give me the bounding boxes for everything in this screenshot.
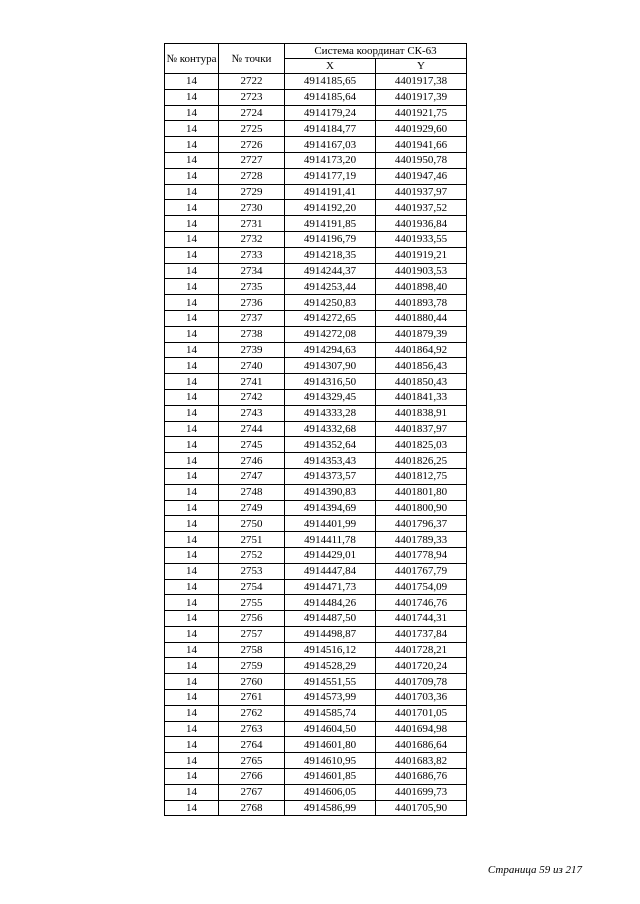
cell-y: 4401699,73 bbox=[376, 784, 467, 800]
cell-point: 2761 bbox=[219, 690, 285, 706]
cell-x: 4914177,19 bbox=[285, 168, 376, 184]
header-y: Y bbox=[376, 59, 467, 74]
cell-contour: 14 bbox=[165, 74, 219, 90]
cell-y: 4401936,84 bbox=[376, 216, 467, 232]
cell-point: 2764 bbox=[219, 737, 285, 753]
cell-x: 4914185,64 bbox=[285, 89, 376, 105]
cell-y: 4401898,40 bbox=[376, 279, 467, 295]
cell-contour: 14 bbox=[165, 547, 219, 563]
cell-y: 4401744,31 bbox=[376, 611, 467, 627]
table-row bbox=[165, 89, 467, 105]
cell-y: 4401754,09 bbox=[376, 579, 467, 595]
table-body bbox=[165, 74, 467, 816]
table-row bbox=[165, 295, 467, 311]
cell-point: 2750 bbox=[219, 516, 285, 532]
cell-y: 4401917,39 bbox=[376, 89, 467, 105]
cell-x: 4914390,83 bbox=[285, 484, 376, 500]
cell-contour: 14 bbox=[165, 784, 219, 800]
cell-y: 4401937,97 bbox=[376, 184, 467, 200]
table-row bbox=[165, 247, 467, 263]
cell-contour: 14 bbox=[165, 105, 219, 121]
cell-contour: 14 bbox=[165, 516, 219, 532]
cell-y: 4401703,36 bbox=[376, 690, 467, 706]
table-row bbox=[165, 231, 467, 247]
cell-point: 2726 bbox=[219, 137, 285, 153]
cell-y: 4401941,66 bbox=[376, 137, 467, 153]
cell-x: 4914401,99 bbox=[285, 516, 376, 532]
cell-contour: 14 bbox=[165, 674, 219, 690]
table-row bbox=[165, 674, 467, 690]
table-row bbox=[165, 784, 467, 800]
cell-contour: 14 bbox=[165, 168, 219, 184]
cell-contour: 14 bbox=[165, 500, 219, 516]
cell-x: 4914192,20 bbox=[285, 200, 376, 216]
cell-contour: 14 bbox=[165, 374, 219, 390]
table-row bbox=[165, 421, 467, 437]
cell-point: 2760 bbox=[219, 674, 285, 690]
cell-contour: 14 bbox=[165, 595, 219, 611]
cell-x: 4914173,20 bbox=[285, 152, 376, 168]
cell-point: 2746 bbox=[219, 453, 285, 469]
cell-contour: 14 bbox=[165, 753, 219, 769]
cell-x: 4914316,50 bbox=[285, 374, 376, 390]
cell-contour: 14 bbox=[165, 137, 219, 153]
cell-point: 2722 bbox=[219, 74, 285, 90]
cell-y: 4401947,46 bbox=[376, 168, 467, 184]
cell-y: 4401705,90 bbox=[376, 800, 467, 816]
table-row bbox=[165, 547, 467, 563]
cell-point: 2768 bbox=[219, 800, 285, 816]
cell-contour: 14 bbox=[165, 705, 219, 721]
cell-x: 4914333,28 bbox=[285, 405, 376, 421]
cell-point: 2737 bbox=[219, 310, 285, 326]
cell-x: 4914272,08 bbox=[285, 326, 376, 342]
table-row bbox=[165, 800, 467, 816]
cell-y: 4401801,80 bbox=[376, 484, 467, 500]
cell-y: 4401917,38 bbox=[376, 74, 467, 90]
cell-x: 4914487,50 bbox=[285, 611, 376, 627]
cell-x: 4914196,79 bbox=[285, 231, 376, 247]
table-row bbox=[165, 516, 467, 532]
cell-contour: 14 bbox=[165, 310, 219, 326]
cell-contour: 14 bbox=[165, 690, 219, 706]
cell-y: 4401921,75 bbox=[376, 105, 467, 121]
cell-y: 4401850,43 bbox=[376, 374, 467, 390]
cell-point: 2765 bbox=[219, 753, 285, 769]
cell-x: 4914394,69 bbox=[285, 500, 376, 516]
table-row bbox=[165, 705, 467, 721]
table-row bbox=[165, 532, 467, 548]
cell-x: 4914329,45 bbox=[285, 389, 376, 405]
header-coordinate-system: Система координат СК-63 bbox=[285, 44, 467, 59]
table-row bbox=[165, 121, 467, 137]
table-row bbox=[165, 484, 467, 500]
cell-y: 4401903,53 bbox=[376, 263, 467, 279]
cell-x: 4914528,29 bbox=[285, 658, 376, 674]
cell-y: 4401789,33 bbox=[376, 532, 467, 548]
cell-x: 4914551,55 bbox=[285, 674, 376, 690]
cell-x: 4914191,85 bbox=[285, 216, 376, 232]
cell-point: 2729 bbox=[219, 184, 285, 200]
cell-contour: 14 bbox=[165, 184, 219, 200]
cell-x: 4914294,63 bbox=[285, 342, 376, 358]
table-row bbox=[165, 468, 467, 484]
cell-y: 4401880,44 bbox=[376, 310, 467, 326]
cell-point: 2735 bbox=[219, 279, 285, 295]
cell-contour: 14 bbox=[165, 532, 219, 548]
table-row bbox=[165, 611, 467, 627]
header-x: X bbox=[285, 59, 376, 74]
cell-y: 4401929,60 bbox=[376, 121, 467, 137]
cell-x: 4914244,37 bbox=[285, 263, 376, 279]
cell-y: 4401937,52 bbox=[376, 200, 467, 216]
table-row bbox=[165, 737, 467, 753]
cell-x: 4914471,73 bbox=[285, 579, 376, 595]
cell-x: 4914429,01 bbox=[285, 547, 376, 563]
cell-contour: 14 bbox=[165, 563, 219, 579]
cell-contour: 14 bbox=[165, 421, 219, 437]
cell-x: 4914332,68 bbox=[285, 421, 376, 437]
cell-point: 2745 bbox=[219, 437, 285, 453]
cell-contour: 14 bbox=[165, 326, 219, 342]
table-row bbox=[165, 595, 467, 611]
coordinates-table bbox=[164, 43, 467, 816]
table-row bbox=[165, 626, 467, 642]
table-row bbox=[165, 358, 467, 374]
cell-y: 4401841,33 bbox=[376, 389, 467, 405]
cell-point: 2767 bbox=[219, 784, 285, 800]
cell-point: 2730 bbox=[219, 200, 285, 216]
table-row bbox=[165, 216, 467, 232]
cell-contour: 14 bbox=[165, 152, 219, 168]
cell-x: 4914191,41 bbox=[285, 184, 376, 200]
cell-x: 4914606,05 bbox=[285, 784, 376, 800]
cell-point: 2762 bbox=[219, 705, 285, 721]
cell-point: 2724 bbox=[219, 105, 285, 121]
table-row bbox=[165, 74, 467, 90]
cell-contour: 14 bbox=[165, 611, 219, 627]
cell-contour: 14 bbox=[165, 484, 219, 500]
cell-y: 4401879,39 bbox=[376, 326, 467, 342]
table-row bbox=[165, 500, 467, 516]
cell-contour: 14 bbox=[165, 389, 219, 405]
cell-y: 4401856,43 bbox=[376, 358, 467, 374]
table-row bbox=[165, 437, 467, 453]
cell-point: 2753 bbox=[219, 563, 285, 579]
cell-x: 4914184,77 bbox=[285, 121, 376, 137]
cell-y: 4401950,78 bbox=[376, 152, 467, 168]
cell-contour: 14 bbox=[165, 579, 219, 595]
cell-contour: 14 bbox=[165, 231, 219, 247]
cell-contour: 14 bbox=[165, 658, 219, 674]
cell-x: 4914573,99 bbox=[285, 690, 376, 706]
cell-contour: 14 bbox=[165, 437, 219, 453]
cell-point: 2733 bbox=[219, 247, 285, 263]
cell-x: 4914447,84 bbox=[285, 563, 376, 579]
cell-point: 2748 bbox=[219, 484, 285, 500]
header-point-number: № точки bbox=[219, 44, 285, 74]
cell-point: 2727 bbox=[219, 152, 285, 168]
cell-point: 2751 bbox=[219, 532, 285, 548]
cell-contour: 14 bbox=[165, 721, 219, 737]
cell-y: 4401683,82 bbox=[376, 753, 467, 769]
table-row bbox=[165, 137, 467, 153]
cell-y: 4401796,37 bbox=[376, 516, 467, 532]
cell-contour: 14 bbox=[165, 263, 219, 279]
cell-x: 4914307,90 bbox=[285, 358, 376, 374]
cell-x: 4914253,44 bbox=[285, 279, 376, 295]
cell-contour: 14 bbox=[165, 769, 219, 785]
cell-contour: 14 bbox=[165, 89, 219, 105]
table-row bbox=[165, 389, 467, 405]
cell-contour: 14 bbox=[165, 121, 219, 137]
cell-point: 2763 bbox=[219, 721, 285, 737]
cell-y: 4401701,05 bbox=[376, 705, 467, 721]
cell-contour: 14 bbox=[165, 216, 219, 232]
cell-x: 4914610,95 bbox=[285, 753, 376, 769]
cell-point: 2728 bbox=[219, 168, 285, 184]
cell-contour: 14 bbox=[165, 453, 219, 469]
cell-y: 4401800,90 bbox=[376, 500, 467, 516]
table-row bbox=[165, 168, 467, 184]
cell-x: 4914604,50 bbox=[285, 721, 376, 737]
cell-point: 2744 bbox=[219, 421, 285, 437]
cell-y: 4401720,24 bbox=[376, 658, 467, 674]
cell-contour: 14 bbox=[165, 279, 219, 295]
cell-x: 4914601,85 bbox=[285, 769, 376, 785]
table-row bbox=[165, 105, 467, 121]
table-row bbox=[165, 642, 467, 658]
cell-point: 2747 bbox=[219, 468, 285, 484]
table-row bbox=[165, 200, 467, 216]
cell-x: 4914373,57 bbox=[285, 468, 376, 484]
cell-y: 4401919,21 bbox=[376, 247, 467, 263]
cell-y: 4401933,55 bbox=[376, 231, 467, 247]
cell-point: 2732 bbox=[219, 231, 285, 247]
cell-contour: 14 bbox=[165, 295, 219, 311]
table-row bbox=[165, 279, 467, 295]
cell-point: 2754 bbox=[219, 579, 285, 595]
cell-point: 2741 bbox=[219, 374, 285, 390]
cell-y: 4401826,25 bbox=[376, 453, 467, 469]
cell-contour: 14 bbox=[165, 247, 219, 263]
table-row bbox=[165, 405, 467, 421]
cell-y: 4401767,79 bbox=[376, 563, 467, 579]
cell-x: 4914586,99 bbox=[285, 800, 376, 816]
cell-y: 4401709,78 bbox=[376, 674, 467, 690]
cell-x: 4914498,87 bbox=[285, 626, 376, 642]
table-header bbox=[165, 44, 467, 74]
cell-point: 2734 bbox=[219, 263, 285, 279]
cell-y: 4401686,64 bbox=[376, 737, 467, 753]
cell-point: 2752 bbox=[219, 547, 285, 563]
cell-x: 4914179,24 bbox=[285, 105, 376, 121]
cell-y: 4401728,21 bbox=[376, 642, 467, 658]
cell-y: 4401825,03 bbox=[376, 437, 467, 453]
cell-contour: 14 bbox=[165, 405, 219, 421]
cell-y: 4401893,78 bbox=[376, 295, 467, 311]
table-row bbox=[165, 310, 467, 326]
cell-contour: 14 bbox=[165, 737, 219, 753]
table-row bbox=[165, 563, 467, 579]
cell-point: 2723 bbox=[219, 89, 285, 105]
cell-contour: 14 bbox=[165, 358, 219, 374]
cell-point: 2757 bbox=[219, 626, 285, 642]
cell-point: 2756 bbox=[219, 611, 285, 627]
cell-y: 4401737,84 bbox=[376, 626, 467, 642]
cell-x: 4914484,26 bbox=[285, 595, 376, 611]
cell-y: 4401838,91 bbox=[376, 405, 467, 421]
cell-x: 4914167,03 bbox=[285, 137, 376, 153]
table-row bbox=[165, 326, 467, 342]
cell-x: 4914585,74 bbox=[285, 705, 376, 721]
table-row bbox=[165, 263, 467, 279]
cell-contour: 14 bbox=[165, 626, 219, 642]
cell-y: 4401812,75 bbox=[376, 468, 467, 484]
table-row bbox=[165, 184, 467, 200]
cell-point: 2731 bbox=[219, 216, 285, 232]
cell-point: 2739 bbox=[219, 342, 285, 358]
table-row bbox=[165, 152, 467, 168]
header-contour-number: № контура bbox=[165, 44, 219, 74]
cell-x: 4914218,35 bbox=[285, 247, 376, 263]
cell-x: 4914353,43 bbox=[285, 453, 376, 469]
cell-x: 4914601,80 bbox=[285, 737, 376, 753]
cell-x: 4914250,83 bbox=[285, 295, 376, 311]
cell-point: 2766 bbox=[219, 769, 285, 785]
cell-contour: 14 bbox=[165, 800, 219, 816]
cell-contour: 14 bbox=[165, 642, 219, 658]
cell-point: 2742 bbox=[219, 389, 285, 405]
cell-point: 2749 bbox=[219, 500, 285, 516]
table-row bbox=[165, 374, 467, 390]
cell-point: 2736 bbox=[219, 295, 285, 311]
cell-y: 4401837,97 bbox=[376, 421, 467, 437]
table-row bbox=[165, 453, 467, 469]
table-row bbox=[165, 579, 467, 595]
table-row bbox=[165, 342, 467, 358]
table-row bbox=[165, 690, 467, 706]
cell-y: 4401864,92 bbox=[376, 342, 467, 358]
cell-y: 4401694,98 bbox=[376, 721, 467, 737]
cell-contour: 14 bbox=[165, 342, 219, 358]
cell-point: 2740 bbox=[219, 358, 285, 374]
cell-x: 4914516,12 bbox=[285, 642, 376, 658]
cell-point: 2758 bbox=[219, 642, 285, 658]
cell-contour: 14 bbox=[165, 468, 219, 484]
cell-contour: 14 bbox=[165, 200, 219, 216]
cell-x: 4914411,78 bbox=[285, 532, 376, 548]
page-number: Страница 59 из 217 bbox=[487, 864, 582, 876]
cell-point: 2759 bbox=[219, 658, 285, 674]
cell-y: 4401686,76 bbox=[376, 769, 467, 785]
cell-x: 4914185,65 bbox=[285, 74, 376, 90]
cell-point: 2738 bbox=[219, 326, 285, 342]
cell-x: 4914272,65 bbox=[285, 310, 376, 326]
cell-point: 2743 bbox=[219, 405, 285, 421]
cell-point: 2755 bbox=[219, 595, 285, 611]
cell-point: 2725 bbox=[219, 121, 285, 137]
cell-y: 4401778,94 bbox=[376, 547, 467, 563]
table-row bbox=[165, 769, 467, 785]
table-row bbox=[165, 658, 467, 674]
cell-y: 4401746,76 bbox=[376, 595, 467, 611]
table-row bbox=[165, 753, 467, 769]
cell-x: 4914352,64 bbox=[285, 437, 376, 453]
table-row bbox=[165, 721, 467, 737]
